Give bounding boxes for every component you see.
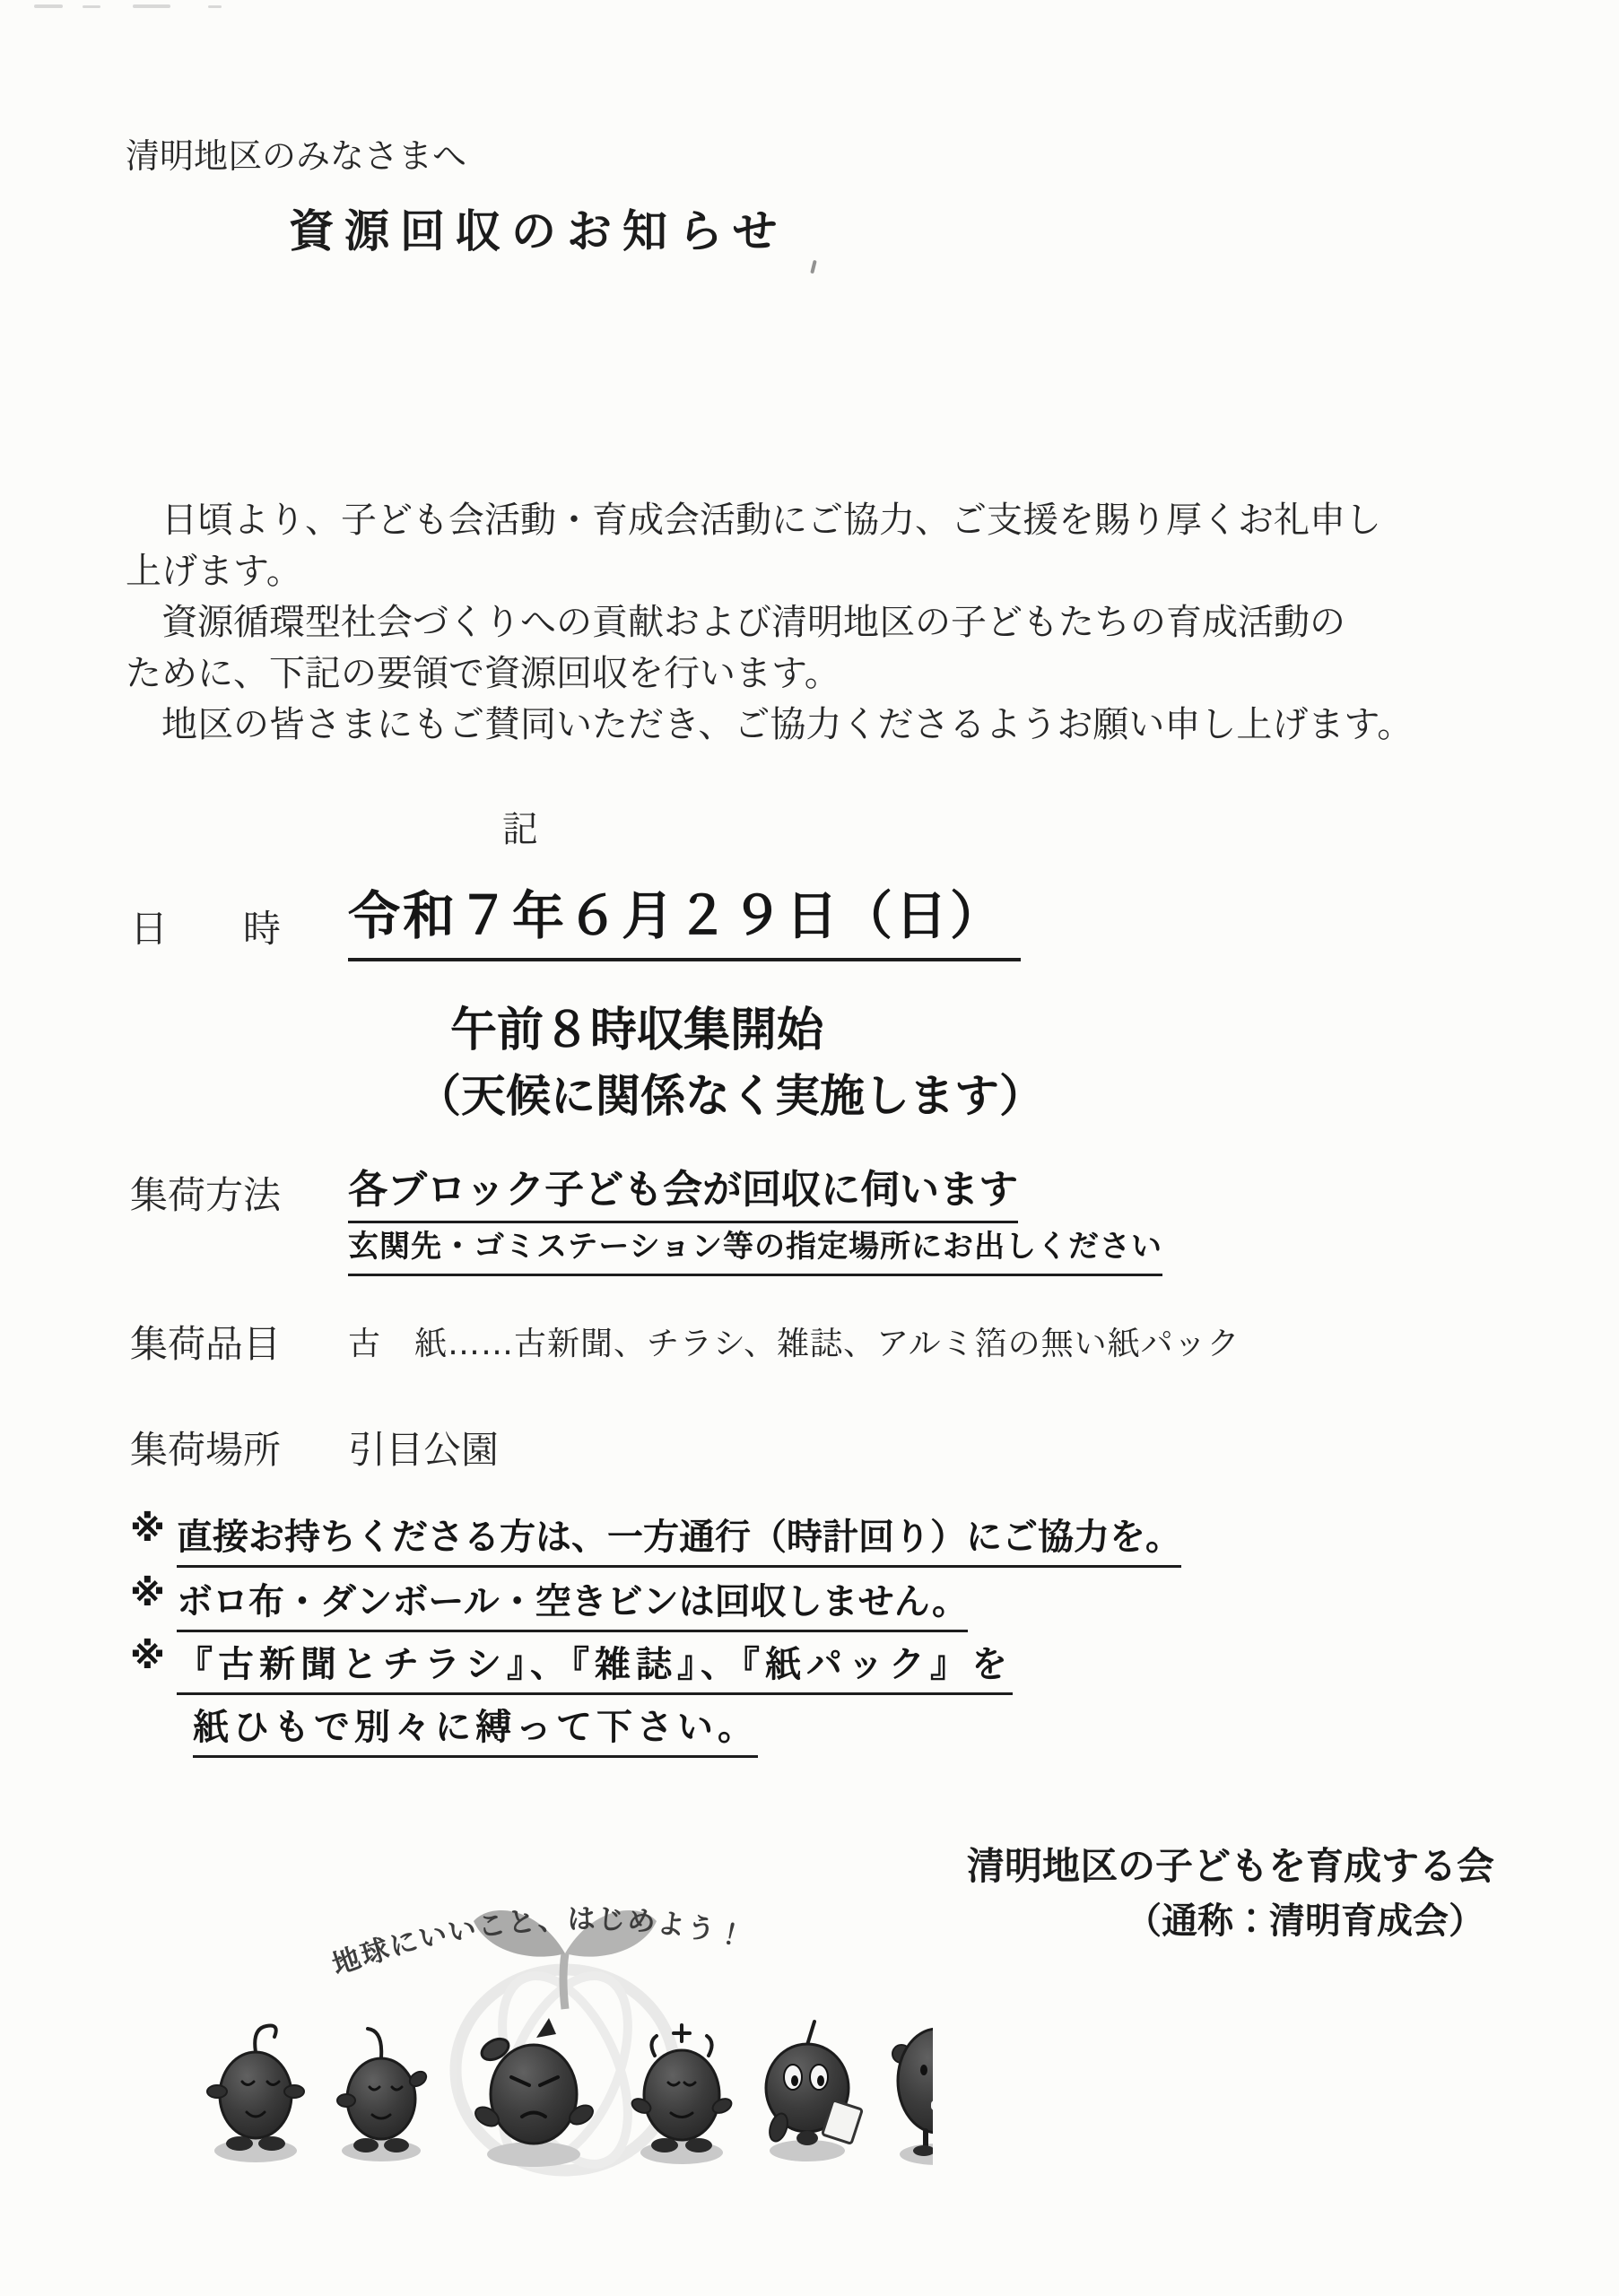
arc-slogan-text: 地球にいいこと、はじめよう！: [327, 1902, 750, 1982]
mascot-5: [766, 2022, 862, 2161]
signature-alias: （通称：清明育成会）: [1126, 1900, 1484, 1942]
note-marker: ※: [130, 1636, 165, 1677]
note-marker: ※: [130, 1573, 165, 1614]
collection-start-time: 午前８時収集開始: [450, 1004, 824, 1057]
mascot-2: [337, 2029, 429, 2161]
note-marker: ※: [130, 1509, 165, 1550]
weather-note: （天候に関係なく実施します）: [416, 1070, 1044, 1122]
note-line-4: 紙ひもで別々に縛って下さい。: [193, 1699, 758, 1758]
mascot-illustration: [179, 1866, 933, 2206]
intro-line: ために、下記の要領で資源回収を行います。: [126, 653, 840, 694]
intro-line: 地区の皆さまにもご賛同いただき、ご協力くださるようお願い申し上げます。: [126, 704, 1414, 745]
record-marker: 記: [502, 809, 538, 850]
method-line-2: 玄関先・ゴミステーション等の指定場所にお出しください: [348, 1222, 1162, 1276]
collection-date: 令和７年６月２９日（日）: [348, 874, 1021, 961]
mascot-1: [207, 2026, 304, 2163]
items-label: 集荷品目: [130, 1322, 282, 1366]
place-label: 集荷場所: [130, 1428, 282, 1472]
greeting-line: 清明地区のみなさまへ: [126, 136, 467, 176]
place-value: 引目公園: [348, 1428, 500, 1472]
intro-line: 日頃より、子ども会活動・育成会活動にご協力、ご支援を賜り厚くお礼申し: [126, 500, 1381, 541]
note-line-2: ボロ布・ダンボール・空きビンは回収しません。: [177, 1573, 968, 1632]
signature-organization: 清明地区の子どもを育成する会: [967, 1844, 1495, 1888]
note-line-1: 直接お持ちくださる方は、一方通行（時計回り）にご協力を。: [177, 1509, 1181, 1568]
note-line-3: 『古新聞とチラシ』、『雑誌』、『紙パック』を: [177, 1636, 1013, 1695]
datetime-label: 日 時: [130, 907, 282, 951]
scan-speck: [810, 260, 817, 274]
method-label: 集荷方法: [130, 1173, 282, 1217]
mascot-6: [892, 2009, 933, 2165]
intro-line: 上げます。: [126, 551, 302, 592]
intro-line: 資源循環型社会づくりへの貢献および清明地区の子どもたちの育成活動の: [126, 602, 1345, 643]
intro-paragraphs: [126, 495, 1413, 751]
page-title: 資源回収のお知らせ: [289, 205, 788, 257]
method-line-1: 各ブロック子ども会が回収に伺います: [348, 1157, 1018, 1223]
items-value: 古 紙……古新聞、チラシ、雑誌、アルミ箔の無い紙パック: [348, 1326, 1240, 1362]
